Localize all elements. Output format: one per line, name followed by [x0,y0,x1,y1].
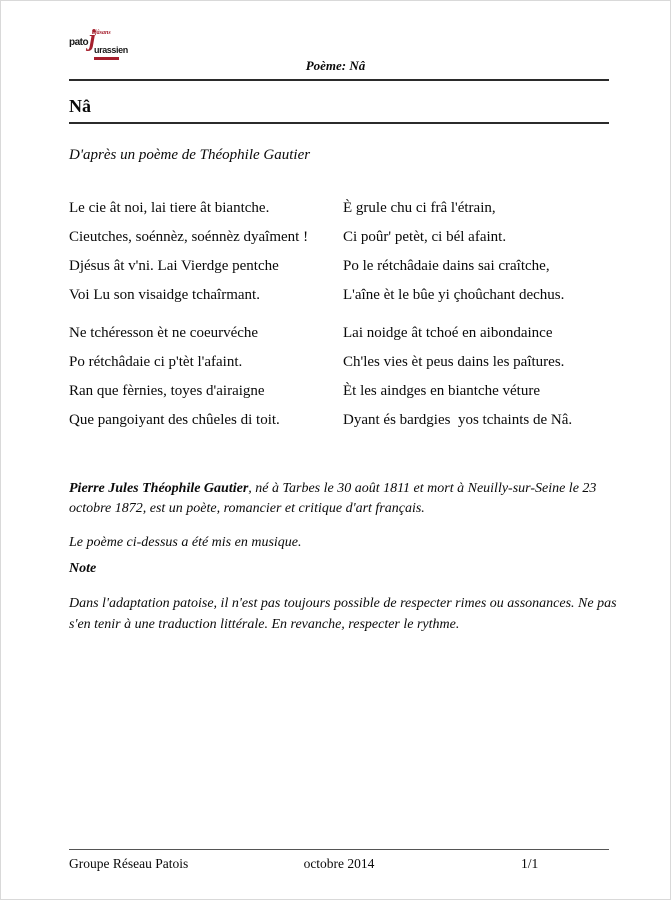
stanza-2-right-column [343,319,615,435]
poem-line: L'aîne èt le bûe yi çhoûchant dechus. [343,287,565,303]
running-header: Poème: Nâ [305,58,366,73]
poem-line: Djésus ât v'ni. Lai Vierdge pentche [69,258,279,274]
poem-line: Èt les aindges en biantche véture [343,383,541,399]
stanza-2-left-column [69,319,341,435]
poem-line: Que pangoiyant des chûeles di toit. [69,412,280,428]
poem-line: Cieutches, soénnèz, soénnèz dyaîment ! [69,229,309,245]
title-divider [69,122,609,124]
author-bio-text: , né à Tarbes le 30 août 1811 et mort à Neuilly-sur-Seine le 23 octobre 1872, est un poète, romancier et critique d'art français. [69,481,597,516]
poem-title: Nâ [69,96,91,116]
footer-date: octobre 2014 [303,856,375,871]
stanza-1-right-column [343,194,615,310]
poem-line: Dyant és bardgies yos tchaints de Nâ. [343,412,573,428]
footer-page-number: 1/1 [521,856,539,871]
footer-divider [69,849,609,850]
header-divider [69,79,609,81]
poem-line: Po le rétchâdaie dains sai craîtche, [343,258,550,274]
logo-letter-j: j [89,26,96,52]
poem-line: Lai noidge ât tchoé en aibondaince [343,325,553,341]
page-footer [69,856,609,876]
music-note-line: Le poème ci-dessus a été mis en musique. [69,535,302,550]
logo-tagline-text: djâsans [92,30,111,36]
author-name: Pierre Jules Théophile Gautier [69,481,249,496]
poem-line: Ne tchéresson èt ne coeurvéche [69,325,259,341]
stanza-1-left-column [69,194,341,310]
note-paragraph: Dans l'adaptation patoise, il n'est pas toujours possible de respecter rimes ou assonances. Ne pas s'en tenir à une traduction littérale. En revanche, respecter le rythme. [69,596,617,632]
poem-line: Po rétchâdaie ci p'tèt l'afaint. [69,354,243,370]
poem-line: Voi Lu son visaidge tchaîrmant. [69,287,260,303]
logo-text-urassien: urassien [94,45,128,55]
footer-group-name: Groupe Réseau Patois [69,856,189,871]
author-biography [69,479,617,519]
poem-line: È grule chu ci frâ l'étrain, [343,200,496,216]
poem-line: Ci poûr' petèt, ci bél afaint. [343,229,507,245]
logo-text-pato: pato [69,37,89,48]
note-heading: Note [69,561,97,576]
poem-subtitle: D'après un poème de Théophile Gautier [69,147,311,163]
poem-line: Ch'les vies èt peus dains les paîtures. [343,354,565,370]
poem-line: Ran que fèrnies, toyes d'airaigne [69,383,265,399]
poem-line: Le cie ât noi, lai tiere ât biantche. [69,200,270,216]
